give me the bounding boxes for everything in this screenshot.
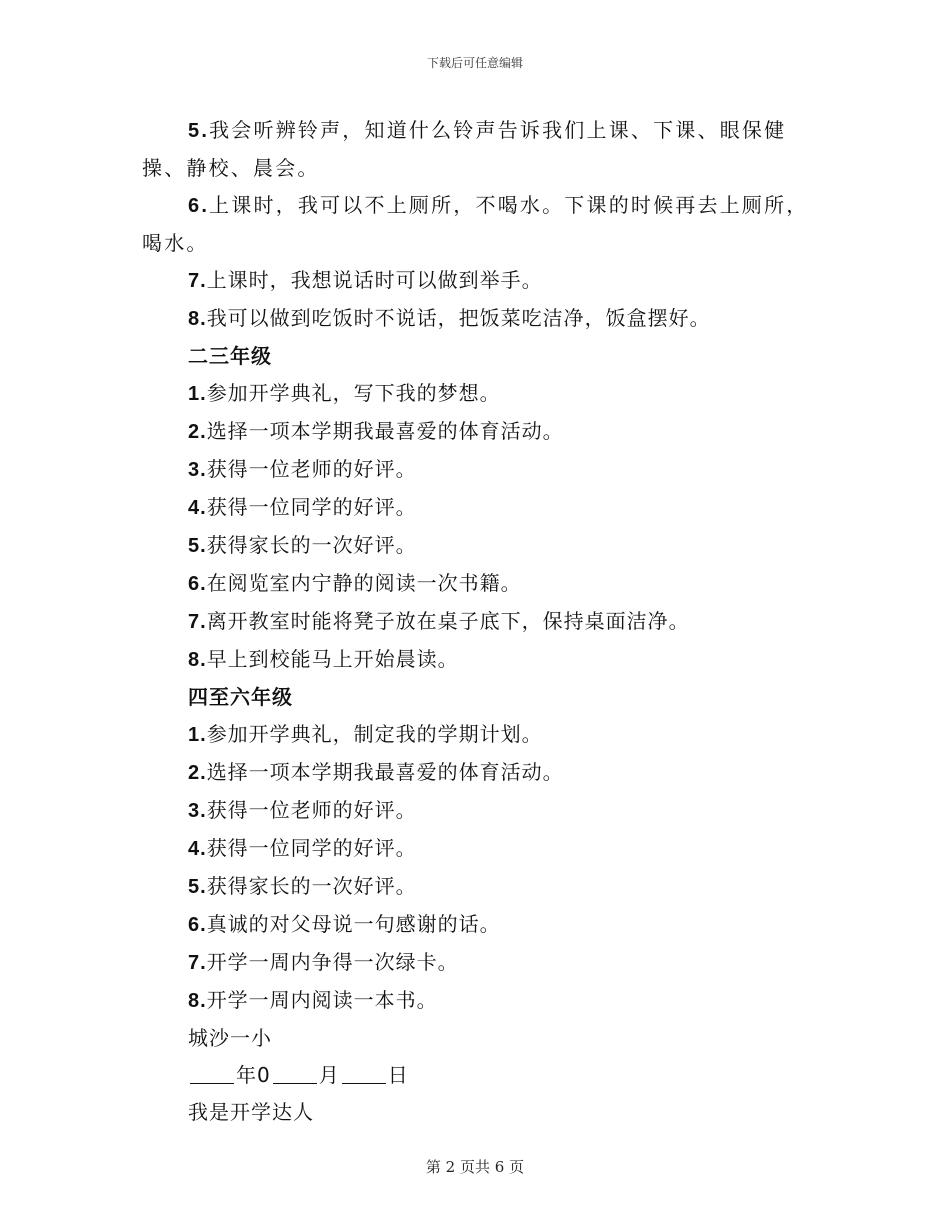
item-text: 获得一位同学的好评。 [206,495,417,519]
item-text: 真诚的对父母说一句感谢的话。 [206,912,501,936]
day-blank [342,1061,386,1084]
item-text: 选择一项本学期我最喜爱的体育活动。 [206,760,564,784]
item-number: 2. [188,762,207,784]
item-number: 8. [188,990,207,1012]
item-text: 参加开学典礼，制定我的学期计划。 [206,722,543,746]
year-blank [190,1061,234,1084]
list-item [142,830,822,868]
page-footer: 第 2 页共 6 页 [425,1158,525,1176]
month-prefix: 0 [257,1063,271,1087]
item-number: 7. [188,611,207,633]
day-label: 日 [387,1063,409,1087]
item-text: 上课时，我可以不上厕所，不喝水。下课的时候再去上厕所，喝水。 [142,193,809,255]
item-number: 8. [188,649,207,671]
item-number: 5. [188,535,207,557]
item-text: 离开教室时能将凳子放在桌子底下，保持桌面洁净。 [206,609,690,633]
page-header: 下载后可任意编辑 [426,56,523,70]
item-text: 获得一位老师的好评。 [206,798,417,822]
list-item [142,944,822,982]
item-text: 上课时，我想说话时可以做到举手。 [206,268,543,292]
list-item [142,300,822,338]
item-text: 开学一周内争得一次绿卡。 [206,950,459,974]
list-item [142,375,822,413]
item-number: 8. [188,308,207,330]
year-label: 年 [236,1063,257,1087]
item-number: 4. [188,497,207,519]
item-number: 1. [188,383,207,405]
item-text: 获得一位老师的好评。 [206,457,417,481]
item-number: 1. [188,724,207,746]
item-number: 5. [188,876,207,898]
closing-line: 我是开学达人 [188,1100,314,1124]
document-body [142,112,822,1131]
list-item [142,527,822,565]
list-item [142,187,822,262]
item-text: 获得家长的一次好评。 [206,533,417,557]
item-number: 6. [188,573,207,595]
item-text: 选择一项本学期我最喜爱的体育活动。 [206,419,564,443]
list-item [142,451,822,489]
date-line [142,1057,822,1094]
item-text: 我会听辨铃声，知道什么铃声告诉我们上课、下课、眼保健操、静校、晨会。 [142,118,787,180]
item-number: 7. [188,270,207,292]
item-text: 我可以做到吃饭时不说话，把饭菜吃洁净，饭盒摆好。 [206,306,711,330]
list-item [142,792,822,830]
month-blank [273,1061,317,1084]
list-item [142,112,822,187]
item-number: 4. [188,838,207,860]
item-number: 3. [188,459,207,481]
list-item [142,565,822,603]
list-item [142,906,822,944]
list-item [142,982,822,1020]
school-name: 城沙一小 [188,1026,272,1050]
item-number: 3. [188,800,207,822]
month-label: 月 [318,1063,340,1087]
item-text: 在阅览室内宁静的阅读一次书籍。 [206,571,522,595]
item-number: 2. [188,421,207,443]
list-item [142,868,822,906]
list-item [142,489,822,527]
list-item [142,716,822,754]
list-item [142,413,822,451]
list-item [142,641,822,679]
item-text: 获得家长的一次好评。 [206,874,417,898]
section-heading: 二三年级 [188,344,272,368]
list-item [142,603,822,641]
item-text: 参加开学典礼，写下我的梦想。 [206,381,501,405]
item-text: 开学一周内阅读一本书。 [206,988,438,1012]
item-number: 5. [188,120,210,142]
list-item [142,262,822,300]
item-text: 获得一位同学的好评。 [206,836,417,860]
item-number: 7. [188,952,207,974]
list-item [142,754,822,792]
item-number: 6. [188,195,210,217]
section-heading: 四至六年级 [188,685,293,709]
item-number: 6. [188,914,207,936]
item-text: 早上到校能马上开始晨读。 [206,647,459,671]
